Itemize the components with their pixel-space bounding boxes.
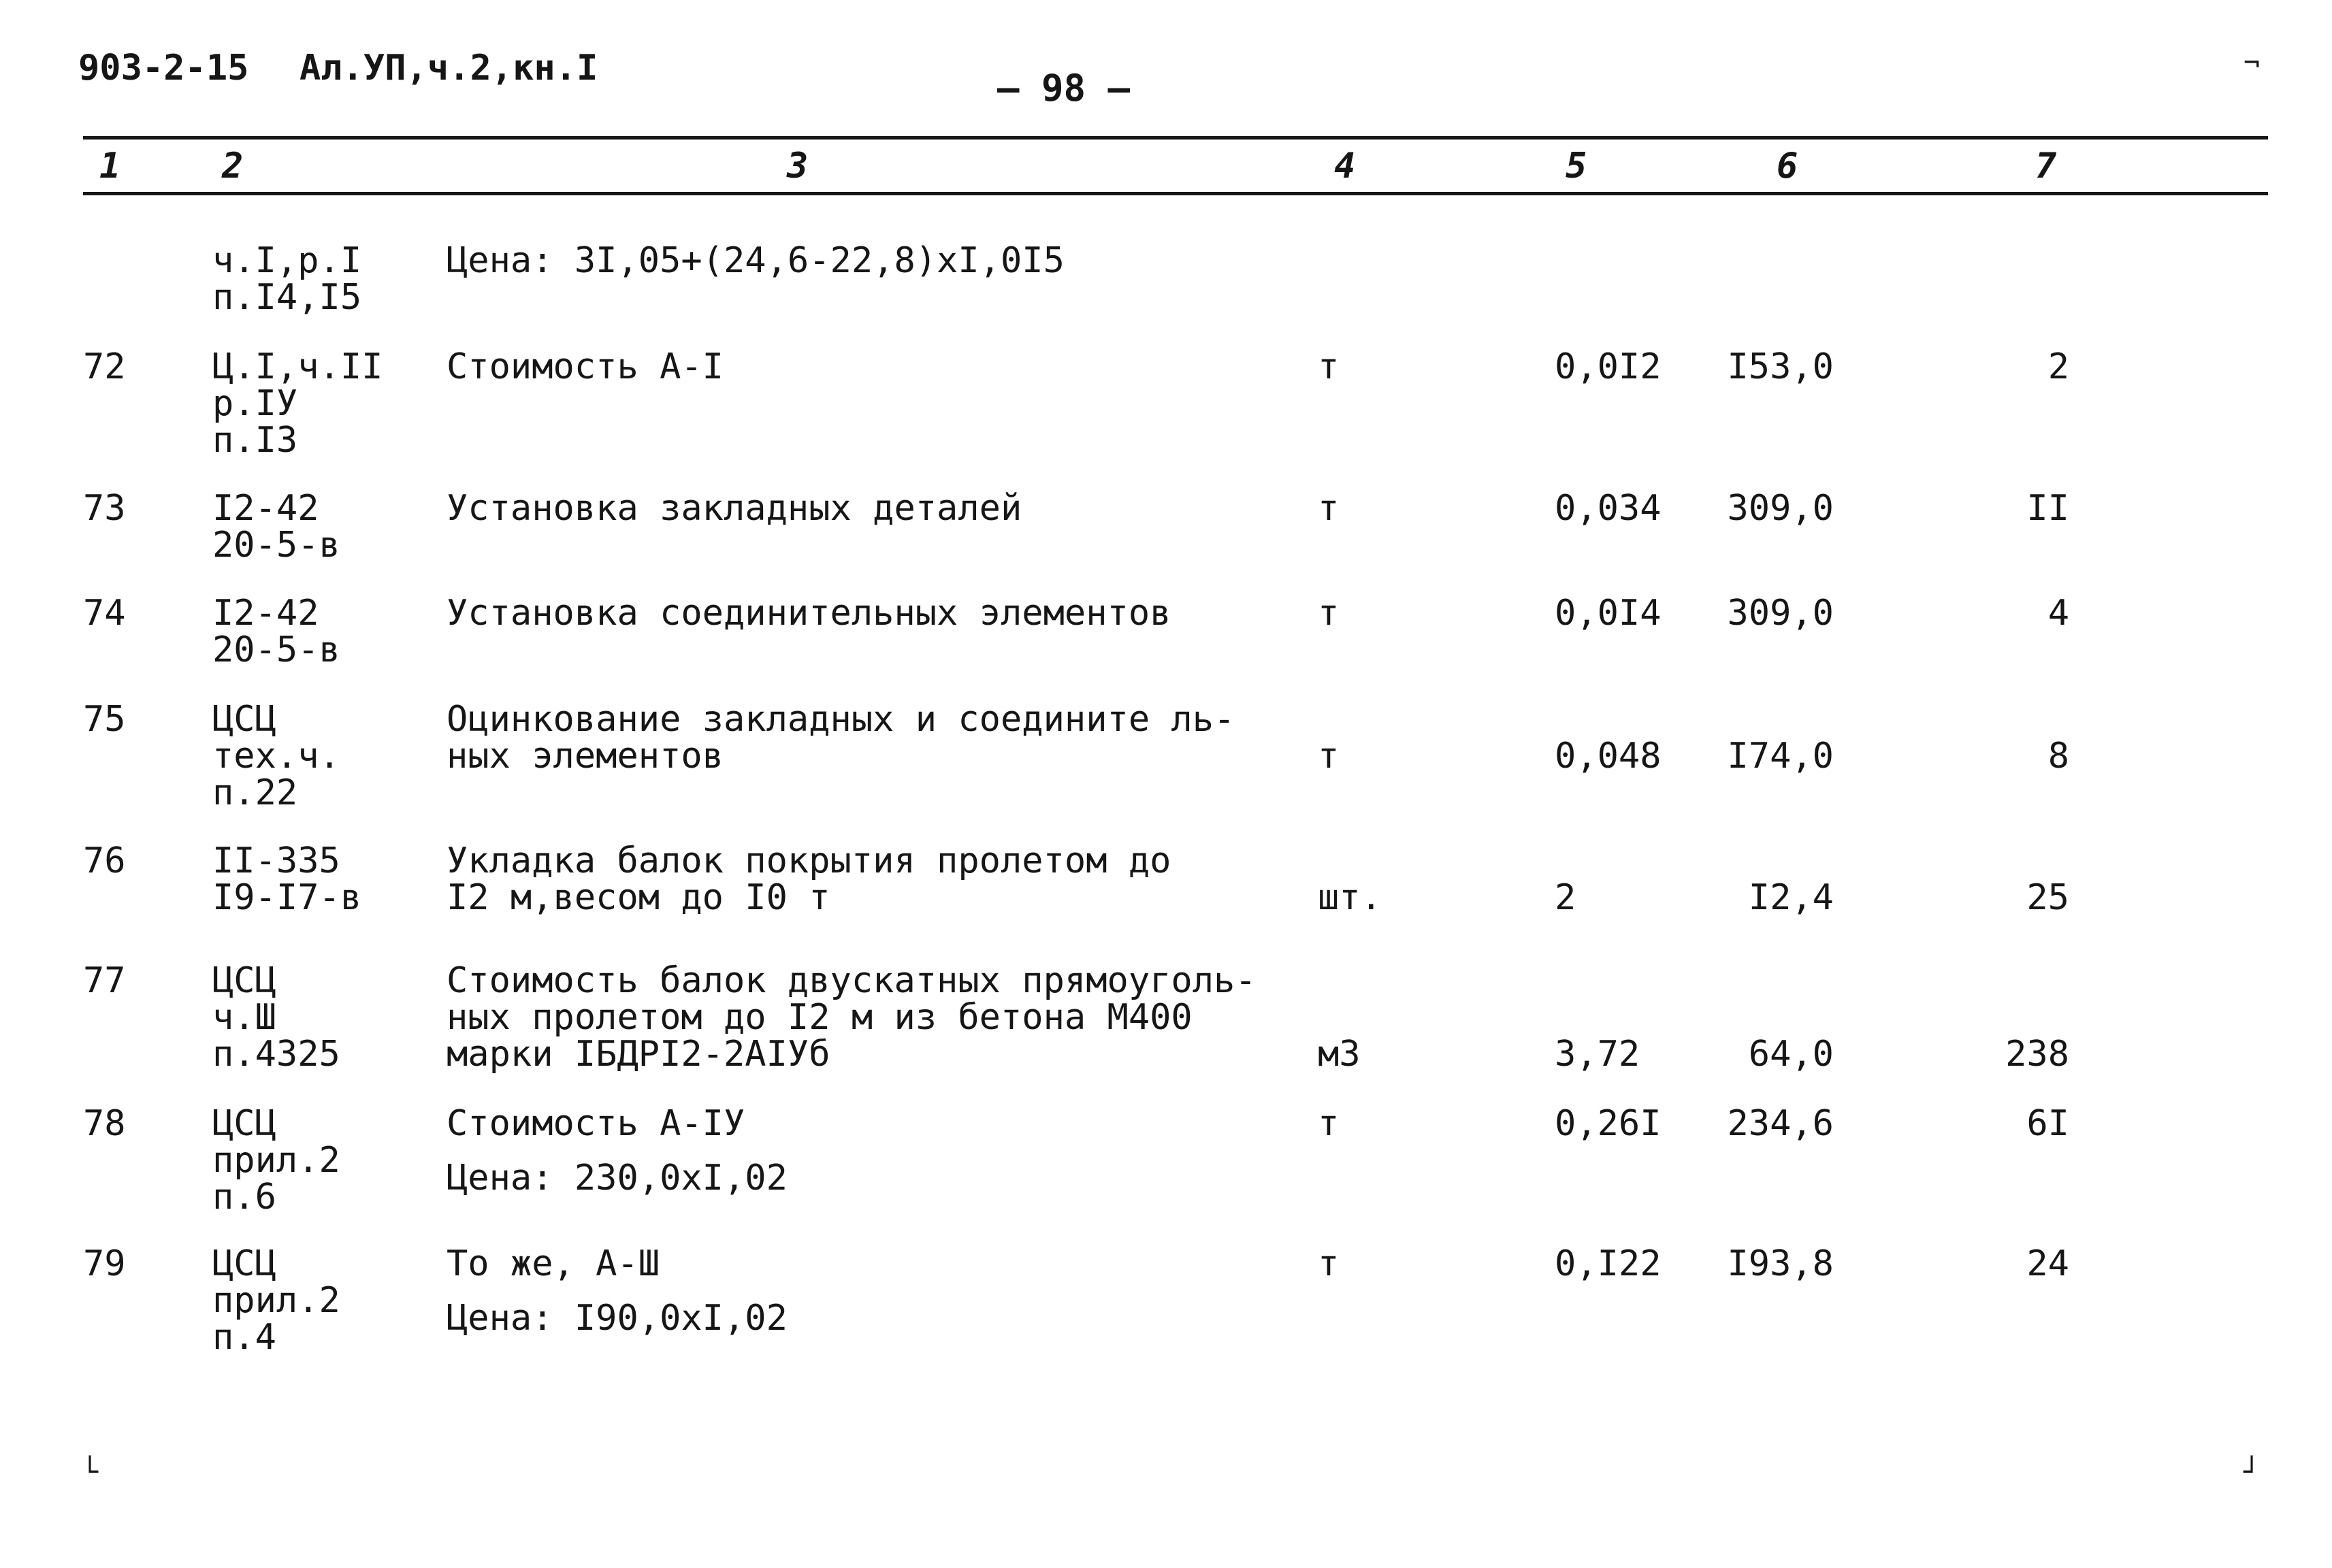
- norm-reference-line: п.4325: [212, 1034, 340, 1075]
- work-description-line: Стоимость А-I: [447, 346, 724, 387]
- norm-reference-line: 20-5-в: [212, 630, 340, 670]
- norm-reference-line: ч.Ш: [212, 997, 276, 1038]
- work-description-line: I2 м,весом до I0 т: [447, 877, 830, 918]
- unit: т: [1318, 1243, 1340, 1284]
- work-description-line: Цена: 230,0хI,02: [447, 1158, 788, 1198]
- norm-reference: [212, 840, 362, 918]
- work-description-line: Установка соединительных элементов: [447, 593, 1171, 634]
- unit-price: I93,8: [1727, 1243, 1834, 1284]
- page-number: — 98 —: [997, 67, 1131, 110]
- quantity: 0,26I: [1555, 1103, 1662, 1144]
- norm-reference-line: прил.2: [212, 1280, 340, 1321]
- norm-reference-line: ЦСЦ: [212, 1103, 276, 1144]
- work-description-line: Укладка балок покрытия пролетом до: [447, 840, 1171, 881]
- unit-price: 309,0: [1727, 488, 1834, 529]
- norm-reference-line: п.I4,I5: [212, 277, 362, 318]
- work-description-line: ных элементов: [447, 736, 724, 777]
- item-number: 79: [83, 1243, 126, 1284]
- norm-reference: [212, 490, 340, 564]
- work-description-line: Цена: I90,0хI,02: [447, 1298, 788, 1339]
- work-description: [447, 242, 1065, 279]
- unit: т: [1318, 593, 1340, 634]
- work-description: [447, 348, 724, 385]
- corner-mark-top-right: ¬: [2244, 48, 2261, 79]
- work-description-line: Стоимость А-IУ: [447, 1103, 745, 1144]
- norm-reference-line: I9-I7-в: [212, 877, 362, 918]
- work-description-line: То же, А-Ш: [447, 1243, 660, 1284]
- unit: т: [1318, 488, 1340, 529]
- total-cost: 6I: [2026, 1103, 2069, 1144]
- work-description-line: ных пролетом до I2 м из бетона М400: [447, 997, 1193, 1038]
- quantity: 0,0I4: [1555, 593, 1662, 634]
- norm-reference-line: 20-5-в: [212, 525, 340, 566]
- work-description: [447, 962, 1257, 1073]
- norm-reference-line: ЦСЦ: [212, 960, 276, 1001]
- norm-reference-line: ЦСЦ: [212, 1243, 276, 1284]
- unit: т: [1318, 736, 1340, 777]
- unit-price: 234,6: [1727, 1103, 1834, 1144]
- unit: т: [1318, 346, 1340, 387]
- column-number-6: 6: [1777, 146, 1798, 186]
- norm-reference: [212, 595, 340, 668]
- work-description-line: марки IБДРI2-2АIУб: [447, 1034, 830, 1075]
- corner-mark-bottom-right: ┘: [2244, 1456, 2261, 1488]
- item-number: 75: [83, 699, 126, 740]
- total-cost: 8: [2047, 736, 2069, 777]
- unit-price: I53,0: [1727, 346, 1834, 387]
- item-number: 78: [83, 1103, 126, 1144]
- work-description-line: Стоимость балок двускатных прямоуголь-: [447, 960, 1257, 1001]
- quantity: 2: [1555, 877, 1576, 918]
- corner-mark-bottom-left: └: [82, 1456, 99, 1488]
- norm-reference-line: ЦСЦ: [212, 699, 276, 740]
- total-cost: 25: [2026, 877, 2069, 918]
- quantity: 0,034: [1555, 488, 1662, 529]
- norm-reference-line: I2-42: [212, 488, 319, 529]
- norm-reference-line: п.4: [212, 1317, 276, 1358]
- norm-reference-line: I2-42: [212, 593, 319, 634]
- quantity: 0,048: [1555, 736, 1662, 777]
- work-description: [447, 699, 1235, 777]
- unit-price: 64,0: [1748, 1034, 1834, 1075]
- item-number: 74: [83, 593, 126, 634]
- work-description: [447, 840, 1171, 918]
- norm-reference: [212, 348, 383, 459]
- album-reference: Ал.УП,ч.2,кн.I: [299, 48, 598, 88]
- norm-reference: [212, 242, 361, 316]
- unit-price: 309,0: [1727, 593, 1834, 634]
- work-description: [447, 595, 1171, 632]
- work-description: [447, 490, 1022, 527]
- norm-reference-line: II-335: [212, 840, 340, 881]
- item-number: 72: [83, 346, 126, 387]
- document-code: 903-2-15: [78, 48, 249, 88]
- norm-reference: [212, 1103, 340, 1218]
- item-number: 73: [83, 488, 126, 529]
- unit: т: [1318, 1103, 1340, 1144]
- table-top-rule: [83, 136, 2268, 140]
- work-description-line: Цена: 3I,05+(24,6-22,8)хI,0I5: [447, 240, 1065, 281]
- norm-reference-line: р.IУ: [212, 383, 298, 424]
- unit-price: I2,4: [1748, 877, 1834, 918]
- norm-reference: [212, 701, 340, 811]
- quantity: 0,0I2: [1555, 346, 1662, 387]
- norm-reference-line: ч.I,р.I: [212, 240, 362, 281]
- column-number-7: 7: [2035, 146, 2057, 186]
- column-number-4: 4: [1334, 146, 1356, 186]
- total-cost: 24: [2026, 1243, 2069, 1284]
- norm-reference-line: Ц.I,ч.II: [212, 346, 383, 387]
- unit: м3: [1318, 1034, 1361, 1075]
- column-number-2: 2: [222, 146, 244, 186]
- total-cost: 2: [2047, 346, 2069, 387]
- work-description-line: Установка закладных деталей: [447, 488, 1022, 529]
- norm-reference-line: п.6: [212, 1177, 276, 1218]
- work-description-line: Оцинкование закладных и соедините ль-: [447, 699, 1235, 740]
- total-cost: 238: [2005, 1034, 2069, 1075]
- quantity: 0,I22: [1555, 1243, 1662, 1284]
- total-cost: II: [2026, 488, 2069, 529]
- norm-reference-line: тех.ч.: [212, 736, 340, 777]
- unit-price: I74,0: [1727, 736, 1834, 777]
- column-number-1: 1: [99, 146, 121, 186]
- total-cost: 4: [2047, 593, 2069, 634]
- column-number-3: 3: [787, 146, 809, 186]
- norm-reference-line: п.22: [212, 772, 298, 813]
- unit: шт.: [1318, 877, 1382, 918]
- work-description: [447, 1105, 788, 1196]
- norm-reference-line: прил.2: [212, 1140, 340, 1181]
- quantity: 3,72: [1555, 1034, 1640, 1075]
- item-number: 77: [83, 960, 126, 1001]
- norm-reference: [212, 1245, 340, 1356]
- column-number-5: 5: [1566, 146, 1587, 186]
- work-description: [447, 1245, 788, 1337]
- norm-reference-line: п.I3: [212, 420, 298, 461]
- norm-reference: [212, 962, 340, 1073]
- table-header-rule: [83, 192, 2268, 195]
- item-number: 76: [83, 840, 126, 881]
